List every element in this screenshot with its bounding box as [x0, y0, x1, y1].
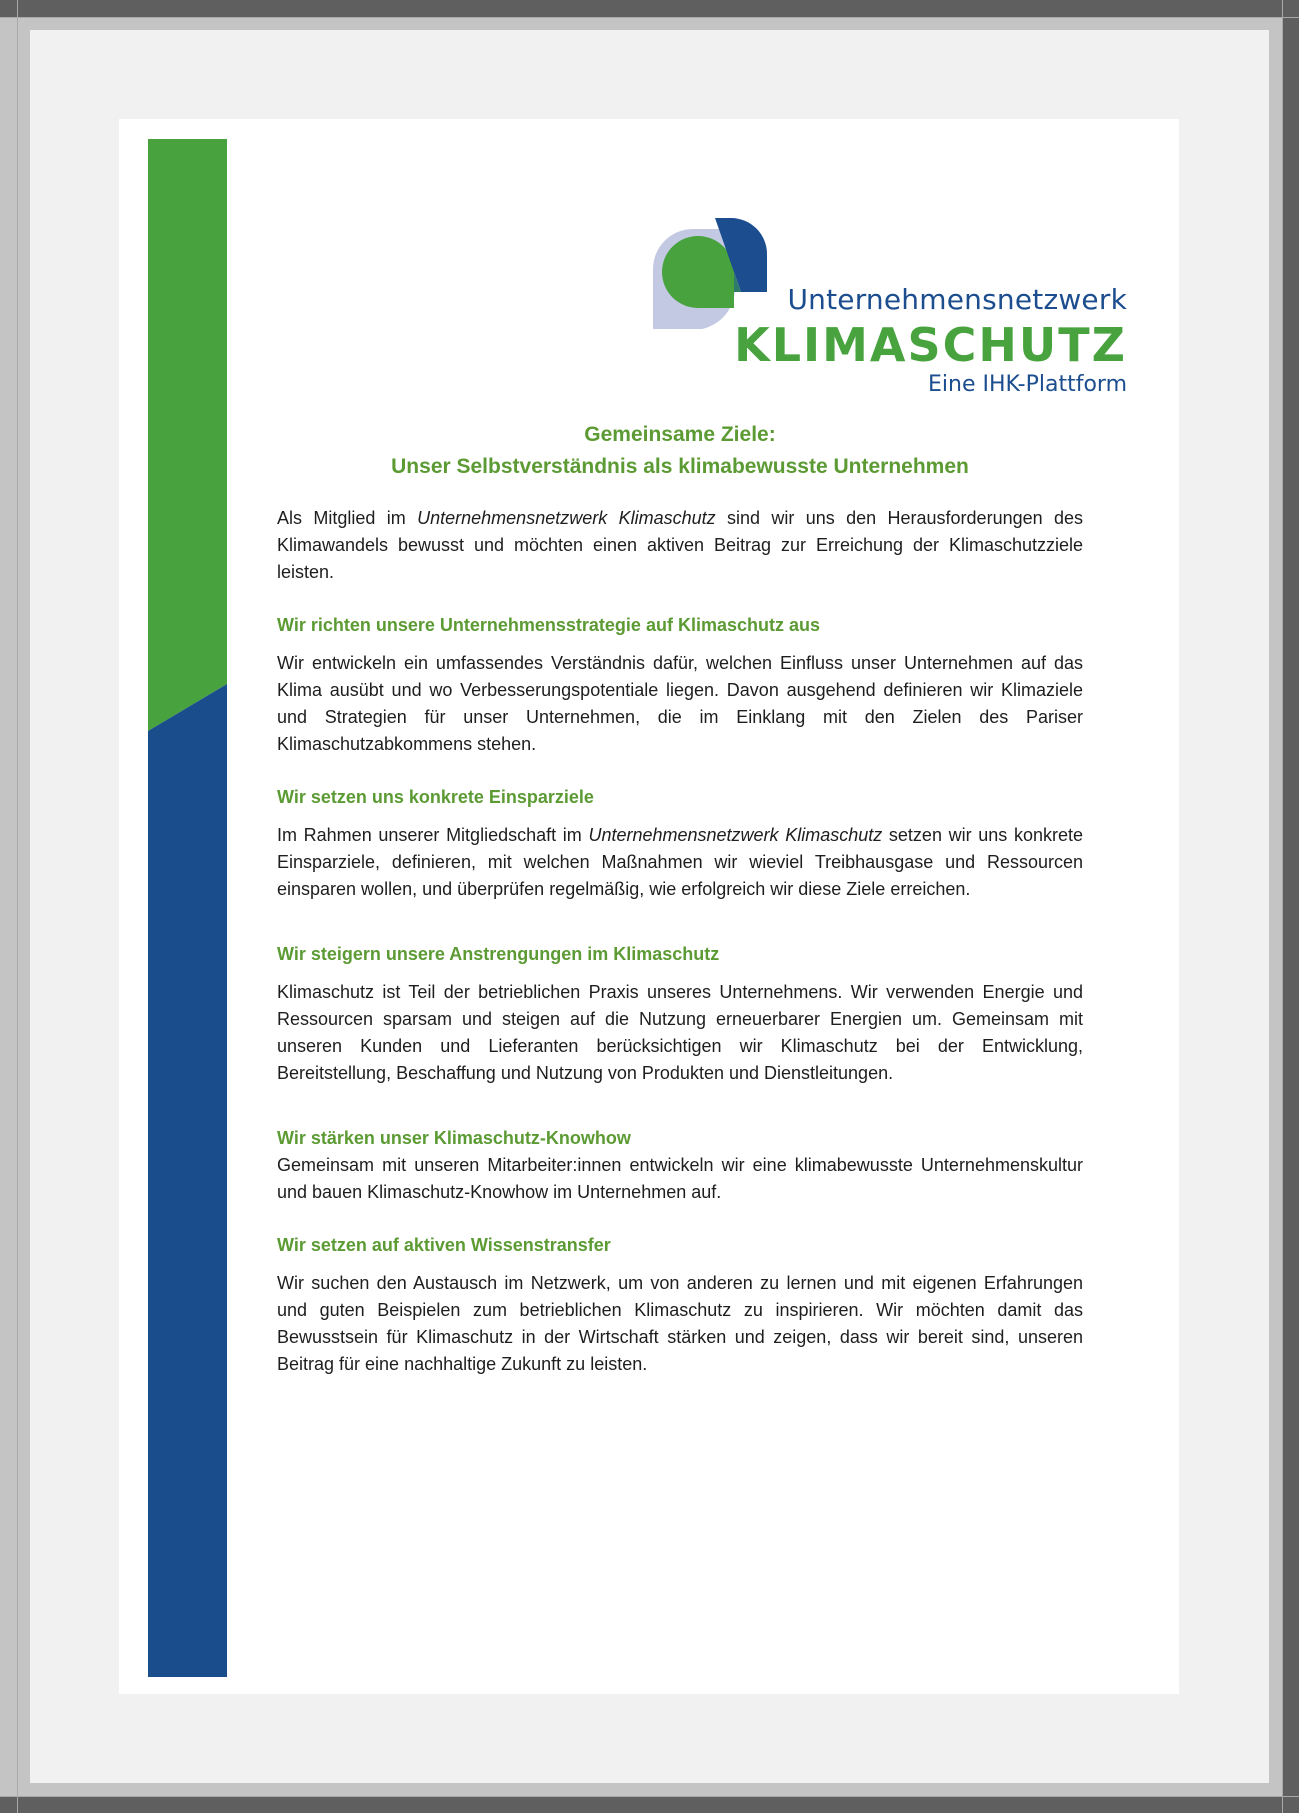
crop-mark-top [0, 17, 1299, 18]
section-body: Wir entwickeln ein umfassendes Verständnis dafür, welchen Einfluss unser Unternehmen auf das Klima ausübt und wo Verbesserungspotentiale liegen. Davon ausgehend definieren wir Klimaziele und Strategien für unser Unternehmen, die im Einklang mit den Zielen des Pariser Klimaschutzabkommens stehen. [277, 653, 1083, 754]
intro-text-italic: Unternehmensnetzwerk Klimaschutz [417, 508, 716, 528]
crop-mark-left [17, 0, 18, 1813]
section-body: Wir suchen den Austausch im Netzwerk, um von anderen zu lernen und mit eigenen Erfahrungen und guten Beispielen zum betrieblichen Klimaschutz zu inspirieren. Wir möchten damit das Bewusstsein für Klimaschutz in der Wirtschaft stärken und zeigen, dass wir bereit sind, unseren Beitrag für eine nachhaltige Zukunft zu leisten. [277, 1273, 1083, 1374]
intro-text-after: sind wir uns den Herausforderungen des Klimawandels bewusst und möchten einen aktiven Beitrag zur Erreichung der Klimaschutzziele leisten. [277, 508, 1084, 582]
document-content [277, 419, 1083, 1378]
title-line-2: Unser Selbstverständnis als klimabewusste Unternehmen [391, 455, 969, 478]
leaf-logo-icon [649, 199, 779, 329]
section-body-before: Im Rahmen unserer Mitgliedschaft im [277, 825, 589, 845]
crop-mark-bottom [0, 1796, 1299, 1797]
intro-paragraph [277, 505, 1083, 586]
section-body: Klimaschutz ist Teil der betrieblichen Praxis unseres Unternehmens. Wir verwenden Energie und Ressourcen sparsam und steigen auf die Nutzung erneuerbarer Energien um. Gemeinsam mit unseren Kunden und Lieferanten berücksichtigen wir Klimaschutz bei der Entwicklung, Bereitstellung, Beschaffung und Nutzung von Produkten und Dienstleitungen. [277, 982, 1083, 1083]
section-heading: Wir stärken unser Klimaschutz-Knowhow [277, 1128, 631, 1148]
section-body [277, 822, 1083, 903]
intro-text-before: Als Mitglied im [277, 508, 418, 528]
section-body: Gemeinsam mit unseren Mitarbeiter:innen entwickeln wir eine klimabewusste Unternehmenskultur und bauen Klimaschutz-Knowhow im Unternehmen auf. [277, 1155, 1083, 1202]
logo-title-line: Unternehmensnetzwerk [787, 283, 1127, 316]
side-color-bar [148, 139, 227, 1677]
section-heading: Wir richten unsere Unternehmensstrategie auf Klimaschutz aus [277, 615, 820, 635]
section-body-after: setzen wir uns konkrete Einsparziele, definieren, mit welchen Maßnahmen wir wieviel Treibhausgase und Ressourcen einsparen wollen, und überprüfen regelmäßig, wie erfolgreich wir diese Ziele erreichen. [277, 825, 1084, 899]
logo-brand-line: KLIMASCHUTZ [734, 318, 1127, 372]
section-body-italic: Unternehmensnetzwerk Klimaschutz [588, 825, 883, 845]
page-title [277, 419, 1083, 483]
section-heading: Wir setzen uns konkrete Einsparziele [277, 787, 594, 807]
section-heading: Wir steigern unsere Anstrengungen im Klimaschutz [277, 944, 720, 964]
network-logo [649, 199, 1169, 397]
crop-mark-right [1282, 0, 1283, 1813]
title-line-1: Gemeinsame Ziele: [584, 423, 776, 446]
section-heading: Wir setzen auf aktiven Wissenstransfer [277, 1235, 611, 1255]
logo-tagline: Eine IHK-Plattform [928, 372, 1127, 397]
